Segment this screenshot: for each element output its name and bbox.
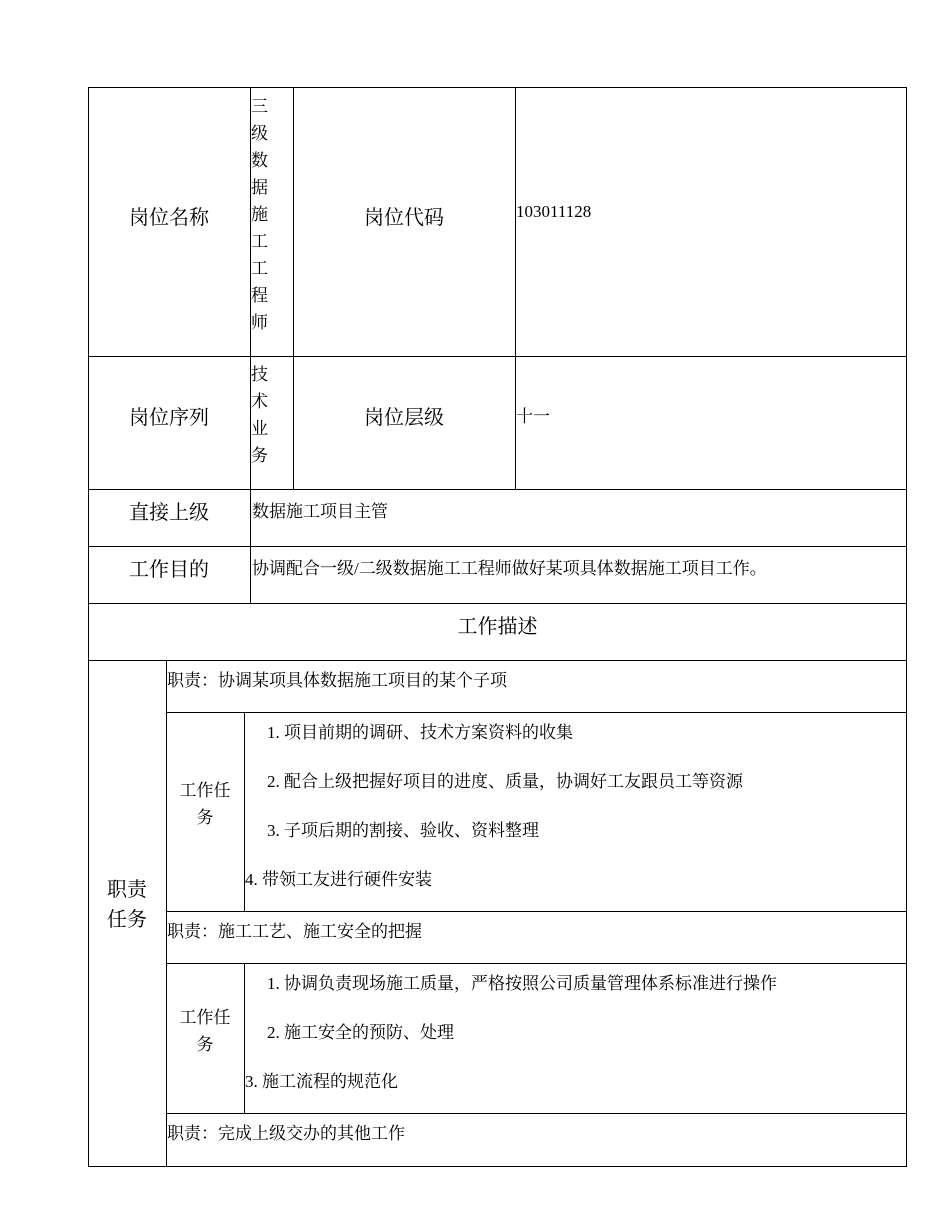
row-divider — [166, 712, 907, 713]
row-divider — [88, 603, 907, 604]
position-code-value: 103011128 — [516, 202, 592, 221]
col-divider — [515, 87, 516, 489]
col-divider — [166, 660, 167, 1167]
vertical-char: 业 — [251, 419, 268, 438]
position-name-value — [251, 93, 273, 336]
work-task-label-line1: 工作任 — [179, 781, 231, 800]
task-item: 1. 协调负责现场施工质量，严格按照公司质量管理体系标准进行操作 — [267, 974, 777, 993]
task-item: 3. 施工流程的规范化 — [245, 1072, 398, 1091]
task-item: 3. 子项后期的割接、验收、资料整理 — [267, 821, 539, 840]
work-purpose-value: 协调配合一级/二级数据施工工程师做好某项具体数据施工项目工作。 — [252, 559, 767, 578]
work-task-label — [166, 777, 244, 831]
duty-task-label-line1: 职责 — [107, 879, 147, 901]
position-level-value: 十一 — [516, 407, 550, 426]
work-purpose-label: 工作目的 — [129, 559, 209, 581]
duty-title: 职责：协调某项具体数据施工项目的某个子项 — [167, 671, 507, 690]
position-sequence-label: 岗位序列 — [129, 407, 209, 429]
work-task-label-line2: 务 — [196, 1035, 214, 1054]
vertical-char: 工 — [251, 232, 268, 251]
direct-superior-value: 数据施工项目主管 — [252, 502, 388, 521]
duty-task-label-line2: 任务 — [107, 909, 147, 931]
vertical-char: 术 — [251, 392, 268, 411]
task-item: 1. 项目前期的调研、技术方案资料的收集 — [267, 723, 573, 742]
row-divider — [88, 660, 907, 661]
position-level-label: 岗位层级 — [364, 407, 444, 429]
row-divider — [166, 911, 907, 912]
row-divider — [166, 1113, 907, 1114]
duty-title: 职责：施工工艺、施工安全的把握 — [167, 922, 422, 941]
position-name-label: 岗位名称 — [129, 207, 209, 229]
work-task-label-line1: 工作任 — [179, 1008, 231, 1027]
work-task-label — [166, 1004, 244, 1058]
direct-superior-label: 直接上级 — [129, 502, 209, 524]
vertical-char: 务 — [251, 446, 268, 465]
row-divider — [88, 546, 907, 547]
position-code-label: 岗位代码 — [364, 207, 444, 229]
row-divider — [88, 489, 907, 490]
vertical-char: 技 — [251, 365, 268, 384]
row-divider — [88, 356, 907, 357]
duty-title: 职责：完成上级交办的其他工作 — [167, 1124, 405, 1143]
task-item: 2. 配合上级把握好项目的进度、质量，协调好工友跟员工等资源 — [267, 772, 743, 791]
work-task-label-line2: 务 — [196, 808, 214, 827]
vertical-char: 程 — [251, 286, 268, 305]
work-description-header: 工作描述 — [457, 616, 538, 638]
vertical-char: 数 — [251, 151, 268, 170]
vertical-char: 施 — [251, 205, 268, 224]
vertical-char: 工 — [251, 259, 268, 278]
row-divider — [166, 963, 907, 964]
position-sequence-value — [251, 361, 273, 469]
vertical-char: 三 — [251, 97, 268, 116]
vertical-char: 据 — [251, 178, 268, 197]
vertical-char: 师 — [251, 313, 268, 332]
task-item: 4. 带领工友进行硬件安装 — [245, 870, 432, 889]
vertical-char: 级 — [251, 124, 268, 143]
task-item: 2. 施工安全的预防、处理 — [267, 1023, 454, 1042]
duty-task-label — [88, 875, 166, 935]
